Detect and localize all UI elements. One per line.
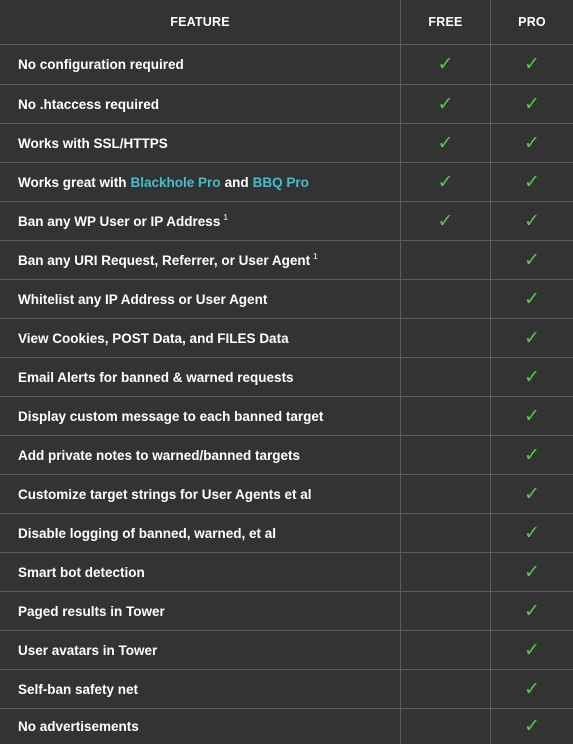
feature-label: Customize target strings for User Agents et al bbox=[0, 475, 401, 514]
pro-cell bbox=[491, 163, 573, 202]
feature-label bbox=[0, 163, 401, 202]
free-check-icon: ✓ bbox=[437, 210, 454, 232]
table-row bbox=[0, 358, 573, 397]
free-cell bbox=[401, 670, 491, 709]
pro-cell bbox=[491, 475, 573, 514]
free-cell bbox=[401, 592, 491, 631]
pro-cell bbox=[491, 280, 573, 319]
pro-check-icon: ✓ bbox=[524, 171, 540, 193]
pro-cell bbox=[491, 358, 573, 397]
pro-cell bbox=[491, 436, 573, 475]
table-row bbox=[0, 319, 573, 358]
footnote-marker: 1 bbox=[313, 252, 318, 261]
table-row bbox=[0, 553, 573, 592]
table-row bbox=[0, 475, 573, 514]
table-header-row bbox=[0, 0, 573, 44]
free-cell bbox=[401, 241, 491, 280]
feature-label: Self-ban safety net bbox=[0, 670, 401, 709]
pro-check-icon: ✓ bbox=[524, 405, 540, 427]
feature-label: Add private notes to warned/banned targets bbox=[0, 436, 401, 475]
feature-label: No configuration required bbox=[0, 45, 401, 84]
pro-check-icon: ✓ bbox=[524, 327, 540, 349]
header-feature: FEATURE bbox=[0, 0, 401, 44]
pro-cell bbox=[491, 514, 573, 553]
table-row bbox=[0, 124, 573, 163]
feature-label: Paged results in Tower bbox=[0, 592, 401, 631]
free-check-icon: ✓ bbox=[437, 53, 454, 75]
table-row bbox=[0, 202, 573, 241]
free-cell bbox=[401, 124, 491, 163]
feature-text: and bbox=[224, 175, 249, 190]
feature-label bbox=[0, 202, 401, 241]
pro-check-icon: ✓ bbox=[524, 522, 540, 544]
free-cell bbox=[401, 202, 491, 241]
feature-label: Display custom message to each banned target bbox=[0, 397, 401, 436]
pro-cell bbox=[491, 553, 573, 592]
header-pro: PRO bbox=[518, 15, 546, 29]
pro-check-icon: ✓ bbox=[524, 93, 540, 115]
pro-cell bbox=[491, 45, 573, 84]
pro-check-icon: ✓ bbox=[524, 132, 540, 154]
pro-check-icon: ✓ bbox=[524, 561, 540, 583]
pro-cell bbox=[491, 397, 573, 436]
pro-check-icon: ✓ bbox=[524, 715, 540, 737]
pro-check-icon: ✓ bbox=[524, 444, 540, 466]
pro-check-icon: ✓ bbox=[524, 210, 540, 232]
feature-text: Ban any WP User or IP Address bbox=[18, 214, 221, 229]
footnote-marker: 1 bbox=[223, 213, 228, 222]
pro-cell bbox=[491, 631, 573, 670]
free-cell bbox=[401, 553, 491, 592]
pro-cell bbox=[491, 592, 573, 631]
pro-check-icon: ✓ bbox=[524, 600, 540, 622]
feature-label bbox=[0, 241, 401, 280]
feature-text: Ban any URI Request, Referrer, or User Agent bbox=[18, 253, 311, 268]
table-row bbox=[0, 397, 573, 436]
header-free: FREE bbox=[401, 0, 491, 44]
pro-cell bbox=[491, 124, 573, 163]
free-cell bbox=[401, 280, 491, 319]
free-cell bbox=[401, 397, 491, 436]
free-cell bbox=[401, 163, 491, 202]
pro-cell bbox=[491, 709, 573, 744]
table-row bbox=[0, 241, 573, 280]
table-row bbox=[0, 592, 573, 631]
table-row bbox=[0, 45, 573, 84]
feature-label: Works with SSL/HTTPS bbox=[0, 124, 401, 163]
table-row bbox=[0, 631, 573, 670]
pro-cell bbox=[491, 670, 573, 709]
pro-check-icon: ✓ bbox=[524, 639, 540, 661]
pro-cell bbox=[491, 202, 573, 241]
pro-check-icon: ✓ bbox=[524, 678, 540, 700]
free-cell bbox=[401, 436, 491, 475]
free-cell bbox=[401, 45, 491, 84]
feature-label: No .htaccess required bbox=[0, 85, 401, 124]
feature-label: User avatars in Tower bbox=[0, 631, 401, 670]
free-cell bbox=[401, 514, 491, 553]
feature-label: Email Alerts for banned & warned requests bbox=[0, 358, 401, 397]
table-row bbox=[0, 436, 573, 475]
pro-check-icon: ✓ bbox=[524, 53, 540, 75]
free-check-icon: ✓ bbox=[437, 171, 454, 193]
feature-text: Works great with bbox=[18, 175, 127, 190]
table-row bbox=[0, 670, 573, 709]
free-cell bbox=[401, 475, 491, 514]
table-row bbox=[0, 709, 573, 744]
pro-check-icon: ✓ bbox=[524, 483, 540, 505]
pro-cell bbox=[491, 319, 573, 358]
feature-label: Whitelist any IP Address or User Agent bbox=[0, 280, 401, 319]
free-cell bbox=[401, 319, 491, 358]
pro-check-icon: ✓ bbox=[524, 288, 540, 310]
free-cell bbox=[401, 85, 491, 124]
pro-cell bbox=[491, 85, 573, 124]
table-row bbox=[0, 85, 573, 124]
free-cell bbox=[401, 358, 491, 397]
free-check-icon: ✓ bbox=[437, 93, 454, 115]
feature-label: No advertisements bbox=[0, 709, 401, 744]
free-cell bbox=[401, 709, 491, 744]
free-check-icon: ✓ bbox=[437, 132, 454, 154]
pro-check-icon: ✓ bbox=[524, 249, 540, 271]
pro-cell bbox=[491, 241, 573, 280]
bbq-pro-link[interactable]: BBQ Pro bbox=[252, 175, 309, 190]
table-row bbox=[0, 163, 573, 202]
feature-label: Smart bot detection bbox=[0, 553, 401, 592]
table-row bbox=[0, 514, 573, 553]
pro-check-icon: ✓ bbox=[524, 366, 540, 388]
feature-label: View Cookies, POST Data, and FILES Data bbox=[0, 319, 401, 358]
table-row bbox=[0, 280, 573, 319]
blackhole-pro-link[interactable]: Blackhole Pro bbox=[130, 175, 221, 190]
free-cell bbox=[401, 631, 491, 670]
feature-label: Disable logging of banned, warned, et al bbox=[0, 514, 401, 553]
